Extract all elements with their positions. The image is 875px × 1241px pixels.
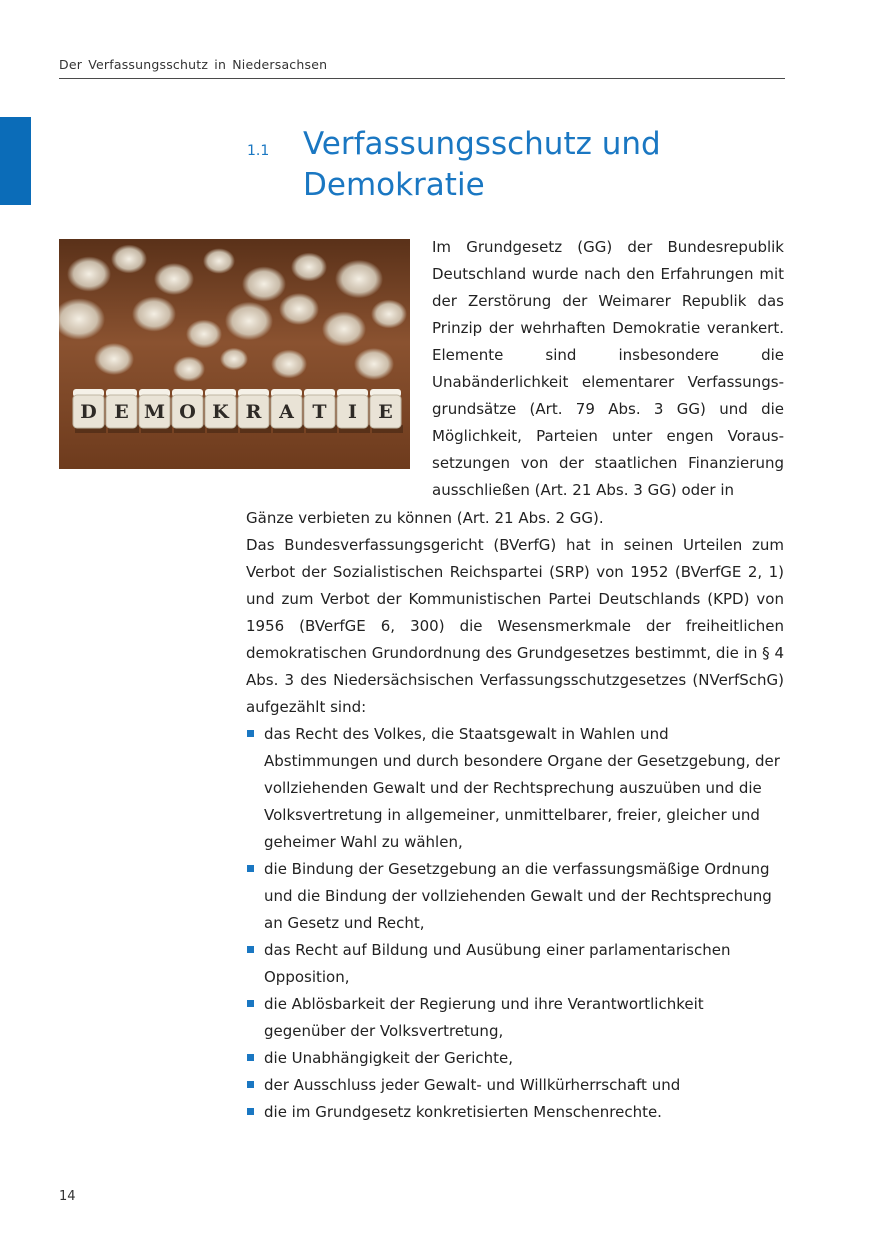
letter-cube xyxy=(172,389,205,433)
bullet-square-icon xyxy=(247,946,254,953)
page-number: 14 xyxy=(59,1189,76,1204)
cube-letter: E xyxy=(114,401,129,423)
bullet-square-icon xyxy=(247,1081,254,1088)
cube-letter: E xyxy=(378,401,393,423)
running-header: Der Verfassungsschutz in Niedersachsen xyxy=(59,57,785,79)
cube-letter: R xyxy=(245,401,262,423)
section-number: 1.1 xyxy=(247,143,270,159)
blurred-cube xyxy=(225,302,273,340)
fdgo-principles-list xyxy=(246,721,786,1126)
demokratie-photo-graphic xyxy=(59,239,410,469)
blurred-cube xyxy=(132,296,176,331)
blurred-cube xyxy=(322,311,366,346)
intro-paragraph-end: Gänze verbieten zu können (Art. 21 Abs. 2 GG). xyxy=(246,509,604,527)
list-item: die Unabhängigkeit der Gerichte, xyxy=(246,1045,786,1072)
blurred-cube xyxy=(335,260,383,298)
bverfg-paragraph: Das Bundesverfassungsgericht (BVerfG) hat in seinen Urteilen zum Verbot der Sozialistischen Reichspartei (SRP) von 1952 (BVerfGE 2, 1) und zum Verbot der Kommunistischen Partei Deutschlands (KPD) von 1956 (BVerfGE 6, 300) die Wesensmerkmale der freiheitlichen demokratischen Grundordnung des Grundgesetzes bestimmt, die in § 4 Abs. 3 des Niedersächsischen Verfassungsschutzgesetzes (NVerfSchG) aufgezählt sind: xyxy=(246,536,784,716)
letter-cube xyxy=(370,389,403,433)
letter-cube xyxy=(139,389,172,433)
blurred-cube xyxy=(220,348,248,370)
list-item: das Recht des Volkes, die Staatsgewalt in Wahlen und Abstimmungen und durch besondere Organe der Gesetzgebung, der vollziehenden Gewalt und der Rechtsprechung auszuüben und die Volksvertretung in allgemeiner, unmittelbarer, freier, gleicher und geheimer Wahl zu wählen, xyxy=(246,721,786,856)
blurred-cube xyxy=(94,343,134,375)
bullet-square-icon xyxy=(247,865,254,872)
cube-letter: D xyxy=(80,401,97,423)
blurred-cube xyxy=(186,320,222,349)
letter-cube xyxy=(337,389,370,433)
list-item: der Ausschluss jeder Gewalt- und Willkürherrschaft und xyxy=(246,1072,786,1099)
letter-cube xyxy=(205,389,238,433)
blurred-cube xyxy=(291,253,327,282)
letter-cube xyxy=(106,389,139,433)
cube-letter: I xyxy=(348,401,357,423)
blurred-cube xyxy=(111,245,147,274)
blurred-cube xyxy=(354,348,394,380)
blurred-cube xyxy=(242,266,286,301)
list-item: die Ablösbarkeit der Regierung und ihre Verantwortlichkeit gegenüber der Volksvertretung, xyxy=(246,991,786,1045)
cube-letter: K xyxy=(212,401,229,423)
bullet-square-icon xyxy=(247,1000,254,1007)
blurred-cube xyxy=(371,300,407,329)
letter-cube xyxy=(73,389,106,433)
blurred-cube xyxy=(203,248,235,274)
blurred-cube xyxy=(67,256,111,291)
blurred-cube xyxy=(279,293,319,325)
letter-cube xyxy=(304,389,337,433)
list-item: die im Grundgesetz konkretisierten Menschenrechte. xyxy=(246,1099,786,1126)
demokratie-photo xyxy=(59,239,410,469)
cube-letter: O xyxy=(179,401,196,423)
chapter-tab-marker xyxy=(0,117,31,205)
cube-letter: T xyxy=(312,401,327,423)
list-item: das Recht auf Bildung und Ausübung einer parlamentarischen Opposition, xyxy=(246,937,786,991)
intro-paragraph: Im Grundgesetz (GG) der Bundesrepublik Deutschland wurde nach den Erfahrungen mit der Zerstörung der Weimarer Republik das Prinzip der wehrhaften Demokratie verankert. Elemente sind insbesondere die Unabänderlichkeit elementarer Verfassungsgrundsätze (Art. 79 Abs. 3 GG) und die Möglichkeit, Parteien unter engen Voraussetzungen von der staatlichen Finanzierung ausschließen (Art. 21 Abs. 3 GG) oder in xyxy=(432,238,784,499)
blurred-cube xyxy=(154,263,194,295)
section-title: Verfassungsschutz und Demokratie xyxy=(303,126,661,203)
blurred-cube xyxy=(271,350,307,379)
bullet-square-icon xyxy=(247,730,254,737)
list-item: die Bindung der Gesetzgebung an die verfassungsmäßige Ordnung und die Bindung der vollziehenden Gewalt und der Rechtsprechung an Gesetz und Recht, xyxy=(246,856,786,937)
letter-cube xyxy=(238,389,271,433)
cube-letter: A xyxy=(279,401,294,423)
bullet-square-icon xyxy=(247,1108,254,1115)
blurred-cube xyxy=(173,356,205,382)
bullet-square-icon xyxy=(247,1054,254,1061)
cube-letter: M xyxy=(143,401,166,423)
letter-cube xyxy=(271,389,304,433)
